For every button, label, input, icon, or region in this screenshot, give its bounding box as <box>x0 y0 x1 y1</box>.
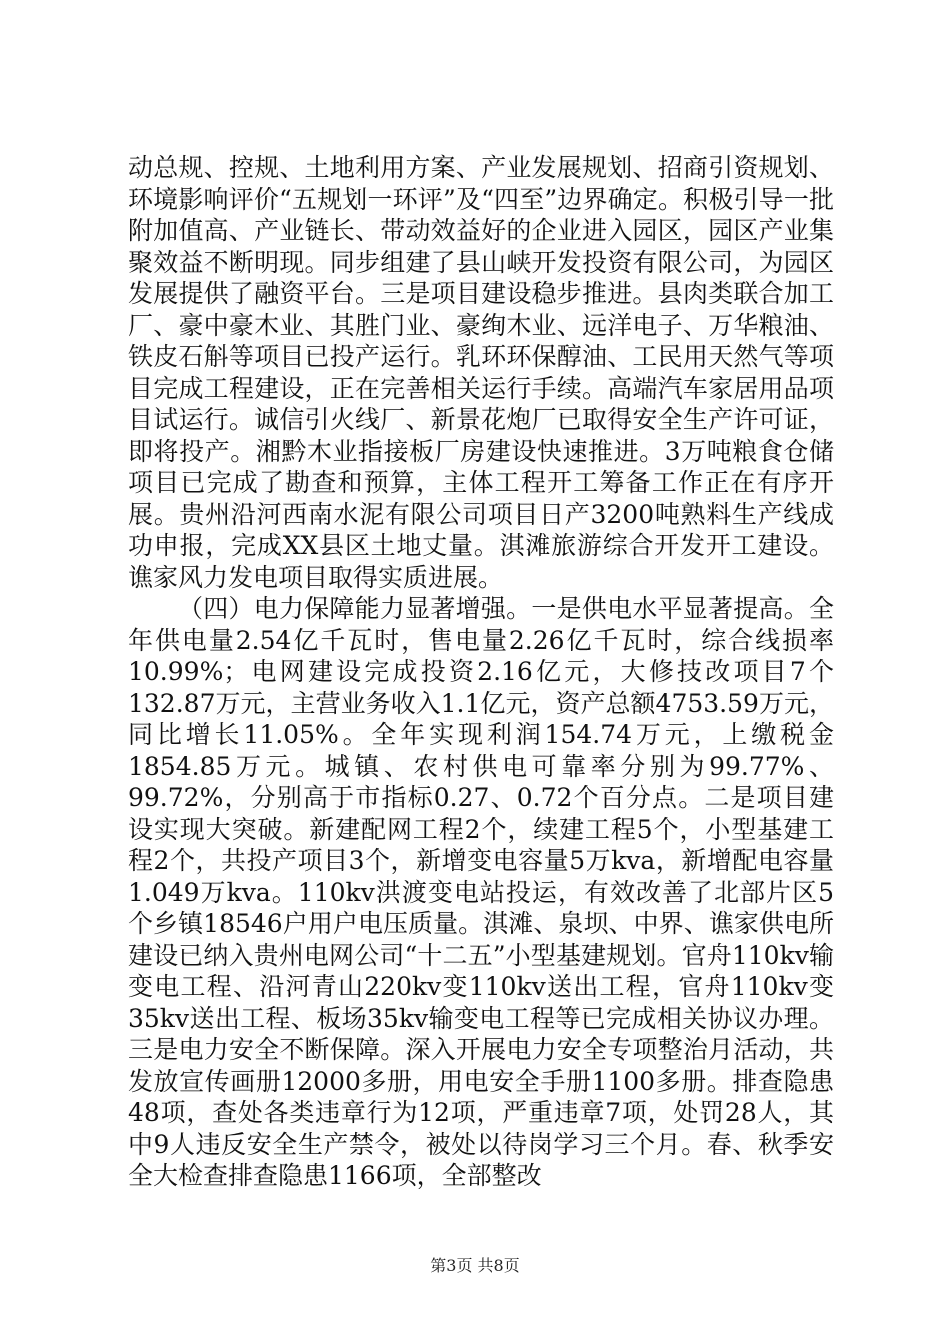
paragraph-power-supply: （四）电力保障能力显著增强。一是供电水平显著提高。全年供电量2.54亿千瓦时，售电量2.26亿千瓦时，综合线损率10.99%；电网建设完成投资2.16亿元，大修技改项目7个132.87万元，主营业务收入1.1亿元，资产总额4753.59万元，同比增长11.05%。全年实现利润154.74万元，上缴税金1854.85万元。城镇、农村供电可靠率分别为99.77%、99.72%，分别高于市指标0.27、0.72个百分点。二是项目建设实现大突破。新建配网工程2个，续建工程5个，小型基建工程2个，共投产项目3个，新增变电容量5万kva，新增配电容量1.049万kva。110kv洪渡变电站投运，有效改善了北部片区5个乡镇18546户用户电压质量。淇滩、泉坝、中界、谯家供电所建设已纳入贵州电网公司“十二五”小型基建规划。官舟110kv输变电工程、沿河青山220kv变110kv送出工程，官舟110kv变35kv送出工程、板场35kv输变电工程等已完成相关协议办理。三是电力安全不断保障。深入开展电力安全专项整治月活动，共发放宣传画册12000多册，用电安全手册1100多册。排查隐患48项，查处各类违章行为12项，严重违章7项，处罚28人，其中9人违反安全生产禁令，被处以待岗学习三个月。春、秋季安全大检查排查隐患1166项，全部整改 <box>128 594 834 1190</box>
document-body <box>128 152 834 1192</box>
paragraph-park-projects: 动总规、控规、土地利用方案、产业发展规划、招商引资规划、环境影响评价“五规划一环评”及“四至”边界确定。积极引导一批附加值高、产业链长、带动效益好的企业进入园区，园区产业集聚效益不断明现。同步组建了县山峡开发投资有限公司，为园区发展提供了融资平台。三是项目建设稳步推进。县肉类联合加工厂、豪中豪木业、其胜门业、豪绚木业、远洋电子、万华粮油、铁皮石斛等项目已投产运行。乳环环保醇油、工民用天然气等项目完成工程建设，正在完善相关运行手续。高端汽车家居用品项目试运行。诚信引火线厂、新景花炮厂已取得安全生产许可证，即将投产。湘黔木业指接板厂房建设快速推进。3万吨粮食仓储项目已完成了勘查和预算，主体工程开工筹备工作正在有序开展。贵州沿河西南水泥有限公司项目日产3200吨熟料生产线成功申报，完成XX县区土地丈量。淇滩旅游综合开发开工建设。谯家风力发电项目取得实质进展。 <box>128 153 834 592</box>
page-footer: 第3页 共8页 <box>430 1256 520 1275</box>
